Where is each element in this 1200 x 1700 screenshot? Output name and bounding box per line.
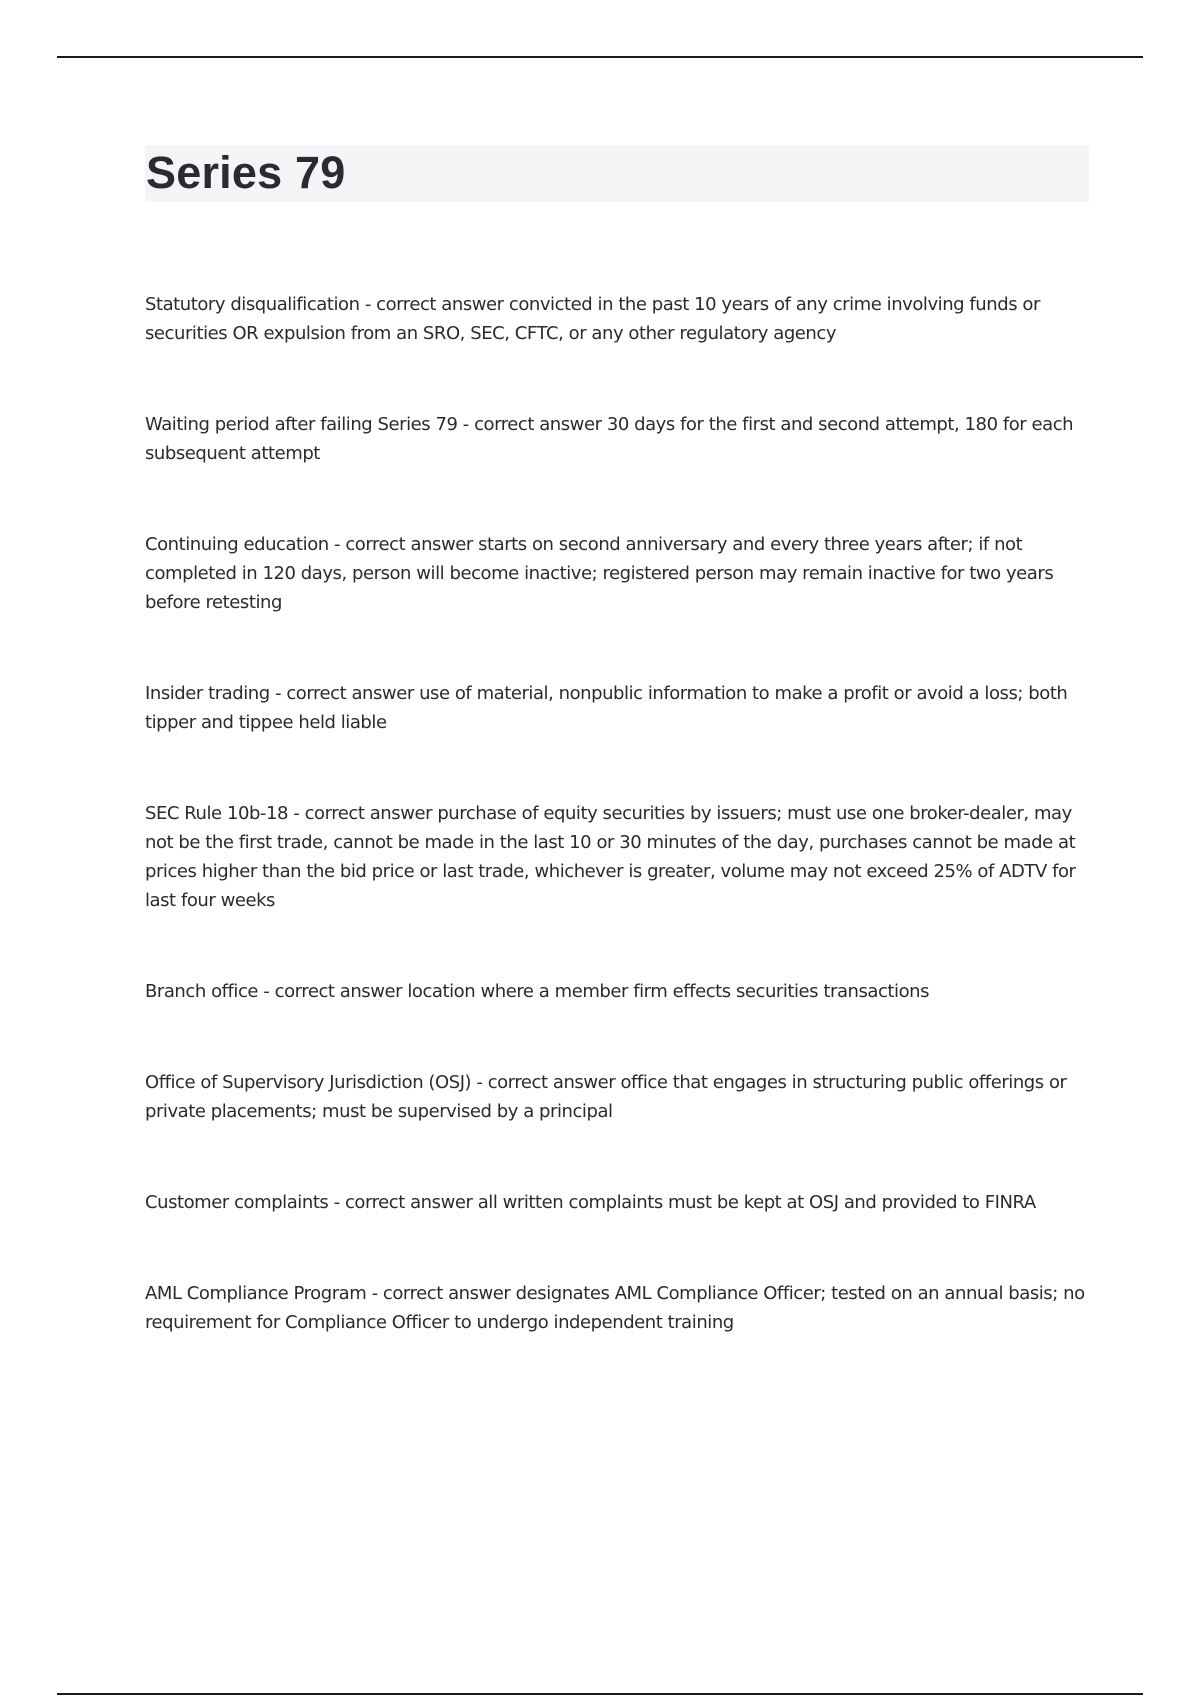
qa-term: Statutory disqualification (145, 294, 360, 315)
qa-list (145, 290, 1093, 1399)
qa-term: Insider trading (145, 683, 270, 704)
qa-answer: all written complaints must be kept at OSJ and provided to FINRA (477, 1192, 1036, 1213)
qa-answer-label: correct answer (286, 683, 414, 704)
qa-item (145, 530, 1093, 617)
qa-answer: purchase of equity securities by issuers; must use one broker-dealer, may not be the first trade, cannot be made in the last 10 or 30 minutes of the day, purchases cannot be made at prices higher than the bid price or last trade, whichever is greater, volume may not exceed 25% of ADTV for last four weeks (145, 803, 1076, 911)
qa-separator: - (258, 981, 275, 1002)
qa-answer: designates AML Compliance Officer; tested on an annual basis; no requirement for Compliance Officer to undergo independent training (145, 1283, 1085, 1333)
qa-answer-label: correct answer (344, 1192, 473, 1213)
qa-separator: - (287, 803, 305, 824)
qa-item (145, 1279, 1093, 1337)
qa-term: Continuing education (145, 534, 329, 555)
bottom-rule (57, 1693, 1143, 1695)
qa-answer: office that engages in structuring public offerings or private placements; must be supervised by a principal (145, 1072, 1067, 1122)
qa-item (145, 290, 1093, 348)
qa-separator: - (328, 534, 346, 555)
qa-answer: starts on second anniversary and every three years after; if not completed in 120 days, person will become inactive; registered person may remain inactive for two years before retesting (145, 534, 1054, 613)
qa-answer: use of material, nonpublic information to make a profit or avoid a loss; both tipper and tippee held liable (145, 683, 1068, 733)
qa-answer-label: correct answer (345, 534, 473, 555)
qa-separator: - (269, 683, 287, 704)
qa-item (145, 410, 1093, 468)
qa-answer: location where a member firm effects securities transactions (407, 981, 930, 1002)
qa-term: AML Compliance Program (145, 1283, 367, 1304)
qa-answer-label: correct answer (274, 981, 403, 1002)
qa-item (145, 1068, 1093, 1126)
qa-term: Branch office (145, 981, 259, 1002)
qa-item (145, 1188, 1093, 1217)
qa-item (145, 679, 1093, 737)
qa-separator: - (457, 414, 475, 435)
qa-term: SEC Rule 10b-18 (145, 803, 288, 824)
qa-separator: - (471, 1072, 488, 1093)
qa-answer-label: correct answer (487, 1072, 616, 1093)
top-rule (57, 56, 1143, 58)
qa-term: Customer complaints (145, 1192, 329, 1213)
qa-answer: convicted in the past 10 years of any crime involving funds or securities OR expulsion from an SRO, SEC, CFTC, or any other regulatory agency (145, 294, 1040, 344)
qa-answer-label: correct answer (376, 294, 504, 315)
qa-answer-label: correct answer (382, 1283, 511, 1304)
qa-separator: - (366, 1283, 383, 1304)
qa-item (145, 977, 1093, 1006)
qa-term: Office of Supervisory Jurisdiction (OSJ) (145, 1072, 472, 1093)
qa-answer-label: correct answer (474, 414, 602, 435)
qa-separator: - (359, 294, 377, 315)
qa-answer-label: correct answer (304, 803, 433, 824)
document-title: Series 79 (146, 147, 346, 198)
qa-term: Waiting period after failing Series 79 (145, 414, 458, 435)
qa-item (145, 799, 1093, 915)
qa-separator: - (328, 1192, 345, 1213)
qa-answer: 30 days for the first and second attempt, 180 for each subsequent attempt (145, 414, 1074, 464)
